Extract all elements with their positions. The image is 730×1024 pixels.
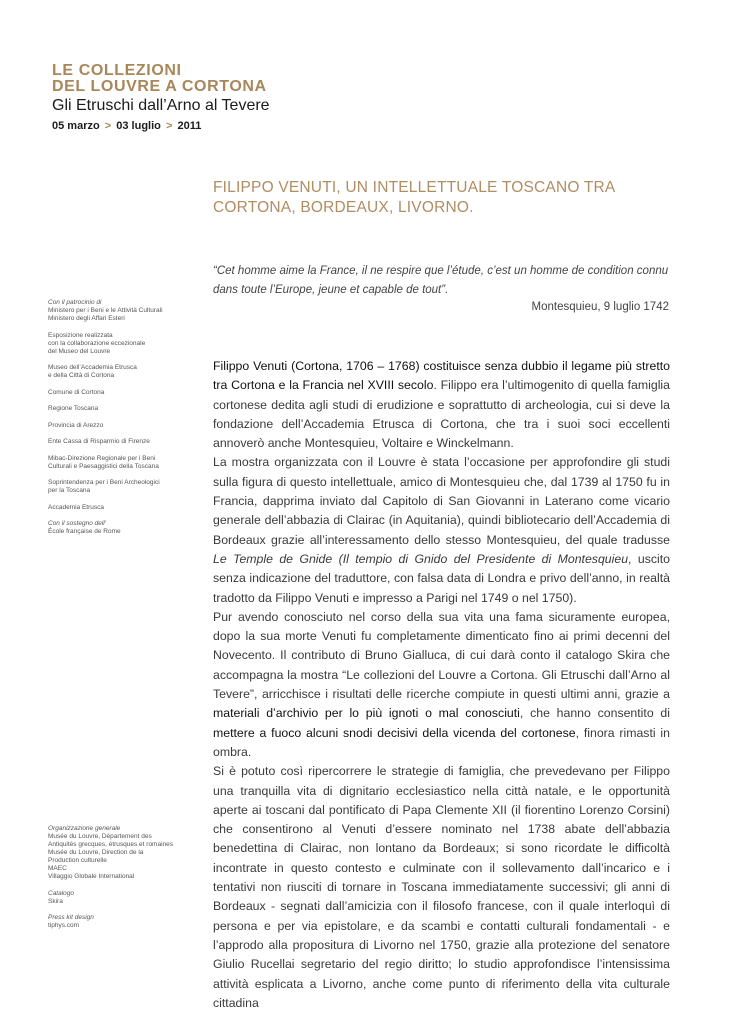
masthead-subtitle: Gli Etruschi dall’Arno al Tevere [52, 97, 270, 114]
credit-line: Esposizione realizzata [48, 331, 113, 339]
credit-mibac [48, 455, 198, 471]
credit-comune: Comune di Cortona [48, 388, 105, 396]
credit-line: tiphys.com [48, 922, 80, 929]
credit-line: Ministero degli Affari Esteri [48, 315, 125, 322]
highlight-text: Filippo Venuti (Cortona, 1706 – 1768) costituisce senza dubbio il legame più stretto tra Cortona e la Francia nel XVIII secolo [213, 359, 670, 393]
book-title: Le Temple de Gnide (Il tempio di Gnido del Presidente di Montesquieu [213, 551, 629, 566]
credit-esposizione [48, 332, 198, 356]
paragraph-text: , uscito senza indicazione del traduttore, con falsa data di Londra e privo dell’anno, in realtà tradotto da Filippo Venuti e impresso a Parigi nel 1749 o nel 1750). [213, 551, 670, 605]
date-separator-2: > [165, 120, 173, 132]
credit-label: Con il patrocinio di [48, 299, 102, 306]
credit-soprintendenza [48, 479, 198, 495]
date-separator-1: > [104, 120, 112, 132]
credit-patrocinio [48, 299, 198, 323]
credit-line: con la collaborazione eccezionale [48, 339, 146, 347]
credit-line: e della Città di Cortona [48, 372, 115, 379]
credit-label: Press kit design [48, 914, 94, 921]
credit-line: Mibac-Direzione Regionale per i Beni [48, 454, 156, 462]
credit-line: Musée du Louvre, Direction de la [48, 849, 144, 856]
credit-ente: Ente Cassa di Risparmio di Firenze [48, 438, 150, 445]
credit-line: Skira [48, 897, 63, 905]
masthead-line-2: DEL LOUVRE A CORTONA [52, 78, 267, 95]
credit-catalogo [48, 890, 198, 906]
credit-organizzazione [48, 825, 198, 881]
credit-line: Musée du Louvre, Département des [48, 833, 152, 840]
credit-accademia: Accademia Etrusca [48, 503, 104, 511]
credit-line: Museo dell’Accademia Etrusca [48, 364, 137, 371]
date-start: 05 marzo [52, 120, 100, 132]
paragraph-1 [213, 357, 670, 453]
sidebar-production [48, 825, 198, 939]
quote-attribution: Montesquieu, 9 luglio 1742 [531, 301, 669, 313]
highlight-text: materiali d’archivio per lo più ignoti o mal conosciuti [213, 706, 520, 721]
credit-label: Organizzazione generale [48, 825, 121, 832]
credit-label: Catalogo [48, 889, 75, 897]
credit-presskit [48, 914, 198, 930]
credit-label: Con il sostegno dell’ [48, 520, 107, 527]
paragraph-2 [213, 453, 670, 607]
article-title: FILIPPO VENUTI, UN INTELLETTUALE TOSCANO TRA CORTONA, BORDEAUX, LIVORNO. [213, 179, 615, 216]
date-year: 2011 [177, 120, 202, 132]
credit-provincia: Provincia di Arezzo [48, 421, 104, 429]
paragraph-text: . Filippo era l’ultimogenito di quella famiglia cortonese dedita agli studi di erudizione e soprattutto di archeologia, cui si deve la fondazione dell’Accademia Etrusca di Cortona, che tra i suoi soci eccellenti annoverò anche Montesquieu, Voltaire e Winckelmann. [213, 378, 670, 451]
credit-line: École française de Rome [48, 528, 121, 535]
date-end: 03 luglio [116, 120, 161, 132]
article-body [213, 357, 670, 1013]
paragraph-4: Si è potuto così ripercorrere le strategie di famiglia, che prevedevano per Filippo una tranquilla vita di dignitario ecclesiastico nella città natale, e le opportunità aperte ai toscani dal pontificato di Papa Clemente XII (il fiorentino Lorenzo Corsini) che consentirono al Venuti d’essere nominato nel 1738 abate dell’abbazia benedettina di Clairac, non lontano da Bordeaux; si sono ricordate le difficoltà incontrate in questo contesto e culminate con il sollevamento dall’incarico e i tentativi non riusciti di tornare in Toscana immediatamente successivi; gli anni di Bordeaux - segnati dall’amicizia con il filosofo francese, con il quale interloquì di persona e per via epistolare, e da scambi e contatti culturali fondamentali - e l’approdo alla propositura di Livorno nel 1750, grazie alla protezione del senatore Giulio Rucellai segretario del regio diritto; lo studio approfondisce l’intensissima attività esplicata a Livorno, anche come punto di riferimento della vita culturale cittadina [213, 764, 670, 1010]
credit-regione: Regione Toscana [48, 405, 99, 412]
credit-line: Culturali e Paesaggistici della Toscana [48, 462, 159, 470]
credit-line: Ministero per i Beni e le Attività Culturali [48, 307, 163, 314]
exhibition-dates [52, 120, 270, 132]
highlight-text: mettere a fuoco alcuni snodi decisivi della vicenda del cortonese [213, 725, 576, 740]
credit-line: MAEC [48, 865, 67, 872]
paragraph-3 [213, 608, 670, 762]
paragraph-text: , finora rimasti in ombra. [213, 725, 670, 759]
credit-museo [48, 364, 198, 380]
paragraph-text: La mostra organizzata con il Louvre è stata l’occasione per approfondire gli studi sulla figura di questo intellettuale, amico di Montesquieu che, dal 1739 al 1750 fu in Francia, dapprima inviato dal Capitolo di San Giovanni in Laterano come vicario generale dell’abbazia di Clairac (in Aquitania), quindi bibliotecario dell’Accademia di Bordeaux grazie all’interessamento dello stesso Montesquieu, del quale tradusse [213, 455, 670, 547]
credit-line: Antiquités grecques, étrusques et romaines [48, 841, 174, 848]
credit-line: Soprintendenza per i Beni Archeologici [48, 479, 160, 486]
masthead-line-1: LE COLLEZIONI [52, 62, 182, 79]
masthead [52, 63, 270, 132]
paragraph-text: , che hanno consentito di [519, 706, 670, 721]
credit-line: Villaggio Globale International [48, 873, 135, 880]
sidebar-credits [48, 299, 198, 545]
credit-line: Production culturelle [48, 857, 107, 864]
credit-line: del Museo del Louvre [48, 347, 111, 355]
epigraph-quote: “Cet homme aime la France, il ne respire que l’étude, c’est un homme de condition connu dans toute l’Europe, jeune et capable de tout”. [213, 265, 669, 296]
credit-line: per la Toscana [48, 487, 91, 494]
credit-sostegno [48, 520, 198, 536]
paragraph-text: Pur avendo conosciuto nel corso della sua vita una fama sicuramente europea, dopo la sua morte Venuti fu completamente dimenticato fino ai primi decenni del Novecento. Il contributo di Bruno Gialluca, di cui darà conto il catalogo Skira che accompagna la mostra “Le collezioni del Louvre a Cortona. Gli Etruschi dall’Arno al Tevere”, arricchisce i risultati delle ricerche compiute in questi ultimi anni, grazie a [213, 609, 670, 702]
